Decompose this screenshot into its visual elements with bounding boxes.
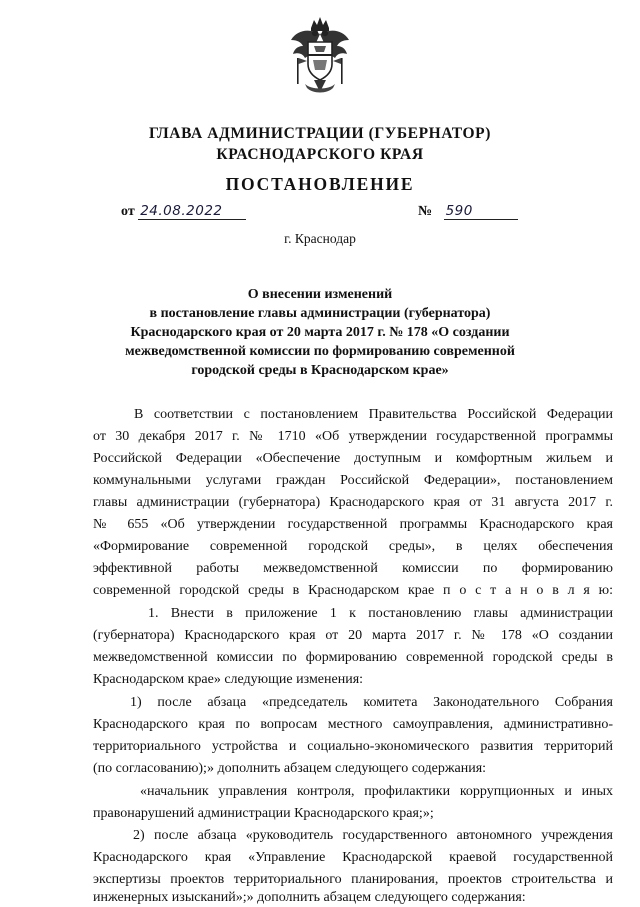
body-line: территориального устройства и социально-экономического развития территорий (93, 739, 613, 754)
body-line: Краснодарского края по вопросам местного самоуправления, административно- (93, 717, 613, 732)
document-type: ПОСТАНОВЛЕНИЕ (225, 174, 415, 194)
number-value: 590 (444, 203, 518, 220)
body-line: от 30 декабря 2017 г. № 1710 «Об утверждении государственной программы (93, 429, 613, 444)
body-line: инженерных изысканий»;» дополнить абзацем следующего содержания: (93, 890, 526, 905)
document-title-line: городской среды в Краснодарском крае» (191, 363, 449, 378)
place-of-issue: г. Краснодар (284, 231, 356, 246)
body-line: коммунальными услугами граждан Российской Федерации», постановлением (93, 473, 613, 488)
coat-of-arms-icon (287, 14, 353, 102)
body-line: Краснодарского края «Управление Краснодарской краевой государственной (93, 850, 613, 865)
body-line: (губернатора) Краснодарского края от 20 марта 2017 г. № 178 «О создании (93, 628, 613, 643)
date-label: от (121, 204, 135, 219)
body-line: Российской Федерации «Обеспечение доступным и комфортным жильем и (93, 451, 613, 466)
body-line: «начальник управления контроля, профилактики коррупционных и иных (140, 784, 613, 799)
body-line: 1) после абзаца «председатель комитета Законодательного Собрания (130, 695, 613, 710)
body-line: эффективной работы межведомственной комиссии по формированию (93, 561, 613, 576)
body-line: экспертизы проектов территориального планирования, проектов строительства и (93, 872, 613, 887)
body-line: «Формирование современной городской среды», в целях обеспечения (93, 539, 613, 554)
document-title-line: О внесении изменений (247, 287, 393, 302)
body-line: В соответствии с постановлением Правительства Российской Федерации (134, 407, 613, 422)
body-line: № 655 «Об утверждении государственной программы Краснодарского края (93, 517, 613, 532)
document-date (121, 203, 246, 220)
body-line: межведомственной комиссии по формированию современной городской среды в (93, 650, 613, 665)
body-line: правонарушений администрации Краснодарского края;»; (93, 806, 434, 821)
document-number (418, 203, 518, 220)
date-value: 24.08.2022 (138, 203, 246, 220)
issuing-authority-line-2: КРАСНОДАРСКОГО КРАЯ (216, 146, 424, 163)
number-label: № (418, 204, 433, 219)
body-line: 2) после абзаца «руководитель государственного автономного учреждения (133, 828, 613, 843)
document-title-line: в постановление главы администрации (губернатора) (149, 306, 491, 321)
body-line: главы администрации (губернатора) Краснодарского края от 31 августа 2017 г. (93, 495, 613, 510)
body-line: Краснодарском крае» следующие изменения: (93, 672, 364, 687)
document-title-line: межведомственной комиссии по формированию современной (125, 344, 515, 359)
body-line: 1. Внести в приложение 1 к постановлению главы администрации (148, 606, 613, 621)
issuing-authority-line-1: ГЛАВА АДМИНИСТРАЦИИ (ГУБЕРНАТОР) (149, 125, 491, 142)
body-line: (по согласованию);» дополнить абзацем следующего содержания: (93, 761, 487, 776)
body-line: современной городской среды в Краснодарском крае п о с т а н о в л я ю: (93, 583, 613, 598)
document-title-line: Краснодарского края от 20 марта 2017 г. № 178 «О создании (130, 325, 510, 340)
